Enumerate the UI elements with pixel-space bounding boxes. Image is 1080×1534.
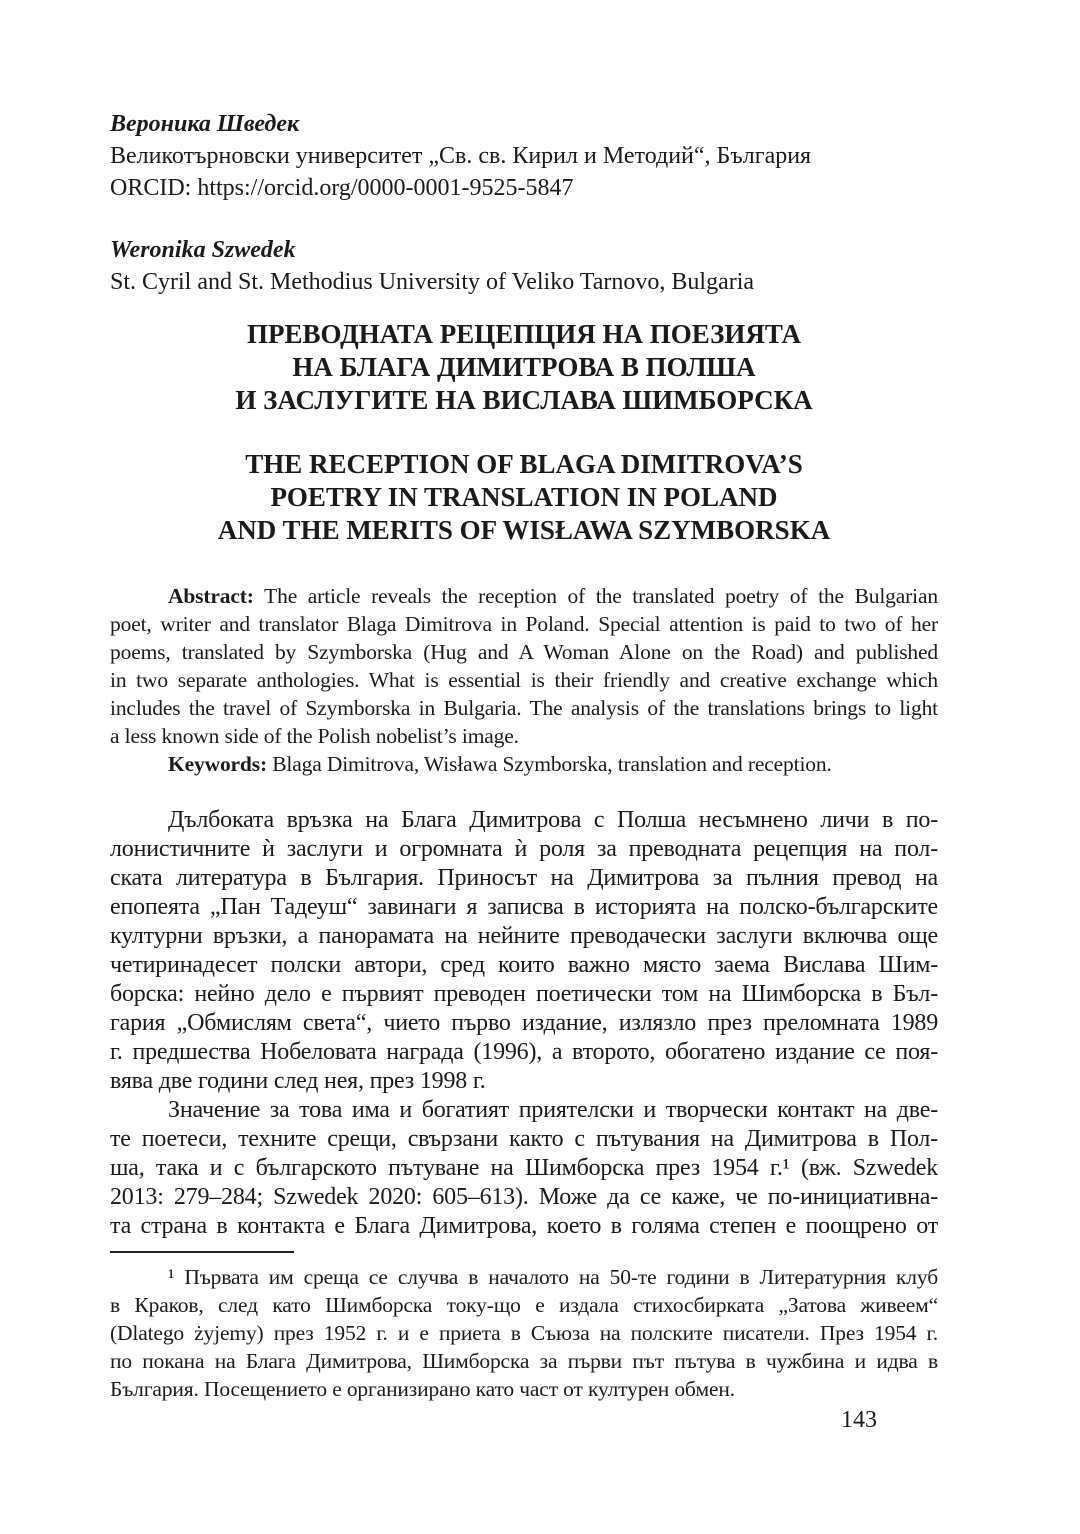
abstract-text-line: poems, translated by Szymborska (Hug and A Woman Alone on the Road) and published: [110, 640, 938, 664]
abstract-text-line: includes the travel of Szymborska in Bulgaria. The analysis of the translations brings to light: [110, 696, 938, 720]
body-paragraph-line: вява две години след нея, през 1998 г.: [110, 1068, 486, 1094]
body-paragraph-line: ша, така и с българското пътуване на Шимборска през 1954 г.¹ (вж. Szwedek: [110, 1155, 938, 1181]
body-paragraph-line: гария „Обмислям света“, чието първо издание, излязло през преломната 1989: [110, 1010, 938, 1036]
author-name-bulgarian: Вероника Шведек: [110, 111, 300, 137]
title-line: POETRY IN TRANSLATION IN POLAND: [270, 482, 778, 512]
body-paragraph-line: те поетеси, техните срещи, свързани както с пътувания на Димитрова в Пол-: [110, 1126, 938, 1152]
title-line: AND THE MERITS OF WISŁAWA SZYMBORSKA: [217, 515, 831, 545]
author-affiliation-bulgarian: Великотърновски университет „Св. св. Кирил и Методий“, България: [110, 143, 812, 169]
footnote-separator: [110, 1251, 294, 1253]
author-block-english: [110, 234, 938, 298]
body-paragraph-line: Значение за това има и богатият приятелски и творчески контакт на две-: [168, 1097, 938, 1123]
article-title-english: [110, 448, 938, 547]
keywords-label: Keywords:: [168, 752, 267, 776]
abstract-text-line: in two separate anthologies. What is essential is their friendly and creative exchange which: [110, 668, 938, 692]
body-paragraph-line: културни връзки, а панорамата на нейните преводачески заслуги включва още: [110, 923, 938, 949]
footnote-line: ¹ Първата им среща се случва в началото на 50-те години в Литературния клуб: [168, 1265, 938, 1289]
footnote: [110, 1263, 938, 1403]
body-paragraph-line: г. предшества Нобеловата награда (1996), а второто, обогатено издание се поя-: [110, 1039, 938, 1065]
body-paragraph-line: Дълбоката връзка на Блага Димитрова с Полша несъмнено личи в по-: [168, 807, 938, 833]
keywords-text: Blaga Dimitrova, Wisława Szymborska, translation and reception.: [266, 752, 832, 776]
body-text: [110, 806, 938, 1241]
footnote-line: по покана на Блага Димитрова, Шимборска за първи път пътува в чужбина и идва в: [110, 1349, 938, 1373]
body-paragraph-line: борска: нейно дело е първият преводен поетически том на Шимборска в Бъл-: [110, 981, 938, 1007]
body-paragraph-line: четиринадесет полски автори, сред които важно място заема Вислава Шим-: [110, 952, 938, 978]
body-paragraph-line: та страна в контакта е Блага Димитрова, което в голяма степен е поощрено от: [110, 1213, 938, 1239]
abstract-section: [110, 582, 938, 778]
footnote-line: България. Посещението е организирано като част от културен обмен.: [110, 1377, 735, 1401]
abstract-text-line: [110, 582, 938, 610]
body-paragraph-line: 2013: 279–284; Szwedek 2020: 605–613). Може да се каже, че по-инициативна-: [110, 1184, 938, 1210]
page-number: 143: [841, 1407, 877, 1433]
abstract-text-line: a less known side of the Polish nobelist’s image.: [110, 724, 519, 748]
keywords-line: [110, 750, 938, 778]
footnote-line: (Dlatego żyjemy) през 1952 г. и е приета в Съюза на полските писатели. През 1954 г.: [110, 1321, 938, 1345]
article-title-bulgarian: [110, 318, 938, 417]
orcid-line: ORCID: https://orcid.org/0000-0001-9525-5847: [110, 175, 574, 201]
abstract-text: The article reveals the reception of the translated poetry of the Bulgarian: [253, 584, 938, 608]
footnote-line: в Краков, след като Шимборска току-що е издала стихосбирката „Затова живеем“: [110, 1293, 938, 1317]
abstract-text-line: poet, writer and translator Blaga Dimitrova in Poland. Special attention is paid to two of her: [110, 612, 938, 636]
author-affiliation-english: St. Cyril and St. Methodius University of Veliko Tarnovo, Bulgaria: [110, 269, 755, 295]
author-block-bulgarian: [110, 108, 938, 204]
body-paragraph-line: ската литература в България. Приносът на Димитрова за пълния превод на: [110, 865, 938, 891]
title-line: НА БЛАГА ДИМИТРОВА В ПОЛША: [292, 352, 756, 382]
title-line: THE RECEPTION OF BLAGA DIMITROVA’S: [245, 449, 803, 479]
abstract-label: Abstract:: [168, 584, 254, 608]
body-paragraph-line: лонистичните ѝ заслуги и огромната ѝ роля за преводната рецепция на пол-: [110, 836, 938, 862]
title-line: ПРЕВОДНАТА РЕЦЕПЦИЯ НА ПОЕЗИЯТА: [246, 319, 802, 349]
title-line: И ЗАСЛУГИТЕ НА ВИСЛАВА ШИМБОРСКА: [235, 385, 813, 415]
author-name-english: Weronika Szwedek: [110, 237, 296, 263]
body-paragraph-line: епопеята „Пан Тадеуш“ завинаги я записва в историята на полско-българските: [110, 894, 938, 920]
